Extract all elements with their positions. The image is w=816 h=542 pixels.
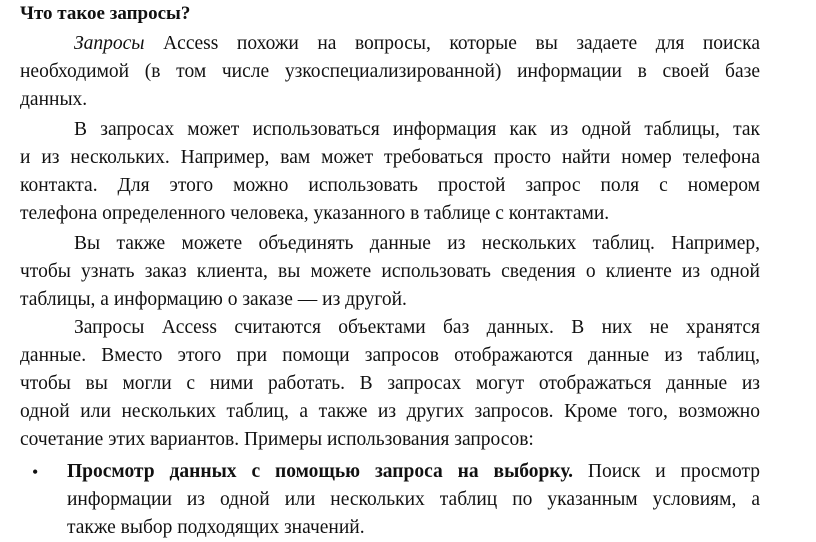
paragraph-line: и из нескольких. Например, вам может требоваться просто найти номер телефона <box>20 147 760 168</box>
bullet-bold-term: Просмотр данных с помощью запроса на выборку. <box>67 461 574 482</box>
term-italic: Запросы <box>74 33 145 54</box>
paragraph-line: Запросы Access считаются объектами баз данных. В них не хранятся <box>74 317 760 338</box>
paragraph-line: данных. <box>20 89 88 110</box>
paragraph-line: данные. Вместо этого при помощи запросов отображаются данные из таблиц, <box>20 345 760 366</box>
paragraph-line: одной или нескольких таблиц, а также из других запросов. Кроме того, возможно <box>20 401 760 422</box>
section-heading: Что такое запросы? <box>20 3 191 24</box>
paragraph-line: таблицы, а информацию о заказе — из другой. <box>20 289 407 310</box>
paragraph-line: сочетание этих вариантов. Примеры использования запросов: <box>20 429 534 450</box>
paragraph-line: телефона определенного человека, указанного в таблице с контактами. <box>20 203 610 224</box>
bullet-line: Просмотр данных с помощью запроса на выборку. Поиск и просмотр <box>67 461 760 482</box>
bullet-marker: • <box>32 462 39 482</box>
paragraph-line: контакта. Для этого можно использовать простой запрос поля с номером <box>20 175 760 196</box>
paragraph-line: Запросы Access похожи на вопросы, которые вы задаете для поиска <box>74 33 760 54</box>
paragraph-line: Вы также можете объединять данные из нескольких таблиц. Например, <box>74 233 760 254</box>
paragraph-line: необходимой (в том числе узкоспециализированной) информации в своей базе <box>20 61 760 82</box>
paragraph-line: чтобы узнать заказ клиента, вы можете использовать сведения о клиенте из одной <box>20 261 760 282</box>
bullet-line: информации из одной или нескольких таблиц по указанным условиям, а <box>67 489 760 510</box>
bullet-line: также выбор подходящих значений. <box>67 517 365 538</box>
paragraph-line: В запросах может использоваться информация как из одной таблицы, так <box>74 119 760 140</box>
paragraph-line: чтобы вы могли с ними работать. В запросах могут отображаться данные из <box>20 373 760 394</box>
